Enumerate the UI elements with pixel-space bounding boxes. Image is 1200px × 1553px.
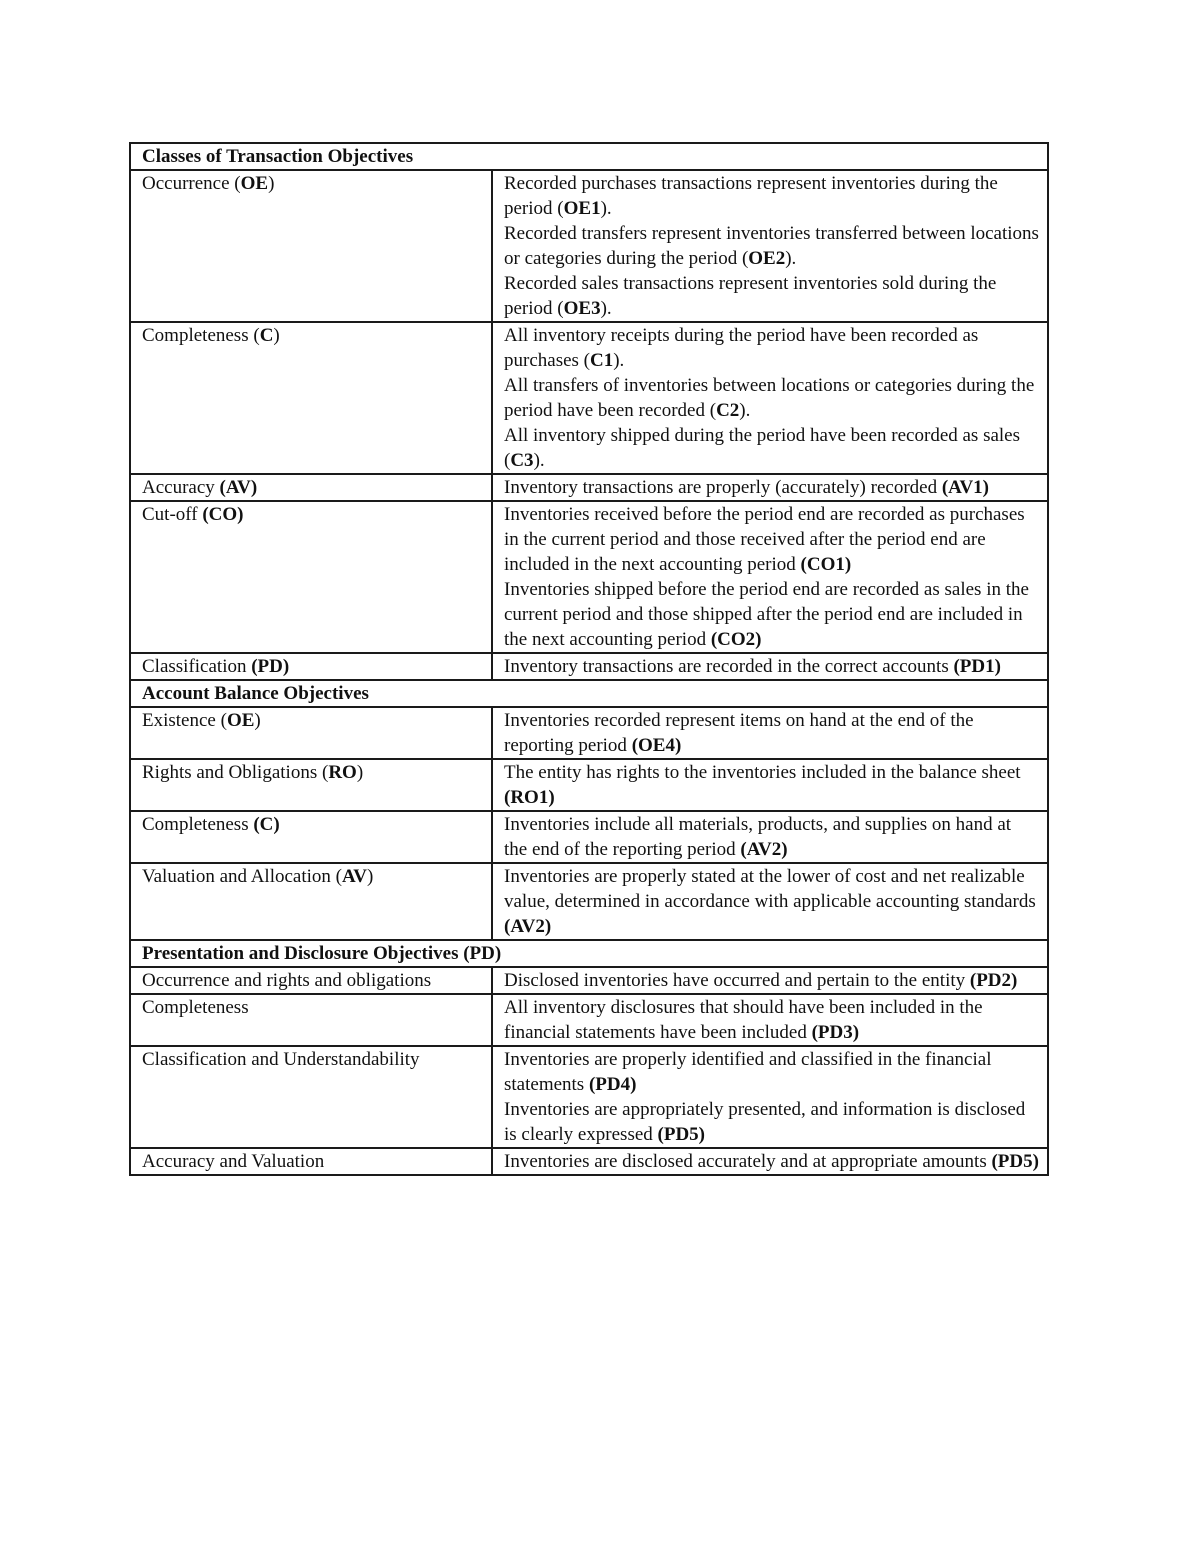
table-row: [130, 1046, 1048, 1148]
assertion-code: (C): [253, 325, 280, 346]
table-row: [130, 653, 1048, 680]
assertion-label: Completeness: [142, 325, 249, 346]
assertion-code: (AV): [335, 866, 374, 887]
objective-statement: All inventory shipped during the period have been recorded as sales (C3).: [504, 425, 1021, 471]
objective-statement: Disclosed inventories have occurred and pertain to the entity (PD2): [504, 970, 1018, 991]
objective-code: C2: [716, 400, 740, 421]
objective-statements-cell: [492, 322, 1048, 474]
assertion-label: Existence: [142, 710, 216, 731]
table-row: [130, 759, 1048, 811]
objective-statement: All inventory disclosures that should have been included in the financial statements have been included (PD3): [504, 997, 983, 1043]
assertion-label: Accuracy: [142, 477, 215, 498]
objective-statement: Recorded sales transactions represent inventories sold during the period (OE3).: [504, 273, 997, 319]
objective-code: (CO2): [710, 629, 762, 650]
assertion-label-cell: [130, 759, 492, 811]
assertion-label: Accuracy and Valuation: [142, 1151, 325, 1172]
assertion-label: Occurrence and rights and obligations: [142, 970, 432, 991]
objective-statement: Inventories are properly stated at the lower of cost and net realizable value, determined in accordance with applicable accounting standards (AV2): [504, 866, 1036, 937]
assertion-code-letters: OE: [240, 173, 269, 194]
assertion-label-cell: [130, 1148, 492, 1175]
objective-statements-cell: [492, 994, 1048, 1046]
assertion-code-letters: AV: [341, 866, 367, 887]
assertion-label: Rights and Obligations: [142, 762, 318, 783]
objective-statements-cell: [492, 1148, 1048, 1175]
objective-code: (CO1): [800, 554, 852, 575]
assertion-label: Classification and Understandability: [142, 1049, 420, 1070]
assertion-label-cell: [130, 863, 492, 940]
assertion-code: (OE): [234, 173, 275, 194]
assertion-label-cell: [130, 322, 492, 474]
objective-statements-cell: [492, 967, 1048, 994]
objective-code: C3: [510, 450, 534, 471]
assertion-label-cell: [130, 474, 492, 501]
assertion-label: Completeness: [142, 997, 249, 1018]
objective-statement: The entity has rights to the inventories included in the balance sheet (RO1): [504, 762, 1021, 808]
objective-code: (AV2): [740, 839, 788, 860]
objective-code: (PD5): [657, 1124, 706, 1145]
assertion-code: (PD): [251, 656, 290, 677]
objective-statements-cell: [492, 759, 1048, 811]
table-body: [130, 143, 1048, 1175]
objective-code: (PD4): [588, 1074, 637, 1095]
assertion-label-cell: [130, 501, 492, 653]
objective-statement: Inventories include all materials, products, and supplies on hand at the end of the reporting period (AV2): [504, 814, 1012, 860]
objective-statement: All inventory receipts during the period have been recorded as purchases (C1).: [504, 325, 979, 371]
objective-code: (RO1): [504, 787, 555, 808]
table-row: [130, 967, 1048, 994]
objective-statement: Inventories are appropriately presented, and information is disclosed is clearly expressed (PD5): [504, 1099, 1026, 1145]
objective-code: OE3: [563, 298, 601, 319]
section-header-row: [130, 940, 1048, 967]
assertion-code-letters: C: [259, 325, 274, 346]
assertion-code: (RO): [321, 762, 364, 783]
table-row: [130, 811, 1048, 863]
objective-code: OE1: [563, 198, 601, 219]
assertion-label: Cut-off: [142, 504, 198, 525]
objective-statements-cell: [492, 707, 1048, 759]
section-header-row: [130, 143, 1048, 170]
table-row: [130, 170, 1048, 322]
objective-code: (AV1): [941, 477, 989, 498]
table-row: [130, 863, 1048, 940]
assertion-label-cell: [130, 1046, 492, 1148]
section-title: Classes of Transaction Objectives: [130, 143, 1048, 170]
objective-statements-cell: [492, 501, 1048, 653]
objective-statement: Inventories are properly identified and classified in the financial statements (PD4): [504, 1049, 992, 1095]
objective-statement: Recorded purchases transactions represent inventories during the period (OE1).: [504, 173, 998, 219]
section-header-row: [130, 680, 1048, 707]
assertion-code: (CO): [202, 504, 244, 525]
objective-statement: Inventories recorded represent items on hand at the end of the reporting period (OE4): [504, 710, 974, 756]
objective-statement: All transfers of inventories between locations or categories during the period have been recorded (C2).: [504, 375, 1035, 421]
audit-objectives-table: [129, 142, 1049, 1176]
assertion-code: (AV): [219, 477, 258, 498]
objective-statements-cell: [492, 811, 1048, 863]
objective-code: C1: [590, 350, 614, 371]
assertion-label: Occurrence: [142, 173, 230, 194]
assertion-label: Classification: [142, 656, 247, 677]
assertion-label-cell: [130, 653, 492, 680]
assertion-code: (OE): [220, 710, 261, 731]
objective-statement: Recorded transfers represent inventories transferred between locations or categories during the period (OE2).: [504, 223, 1039, 269]
objective-statement: Inventory transactions are recorded in the correct accounts (PD1): [504, 656, 1001, 677]
table-row: [130, 1148, 1048, 1175]
objective-code: (AV2): [504, 916, 552, 937]
objective-statements-cell: [492, 474, 1048, 501]
objective-statement: Inventories are disclosed accurately and at appropriate amounts (PD5): [504, 1151, 1039, 1172]
objective-code: (OE4): [631, 735, 682, 756]
section-title: Presentation and Disclosure Objectives (PD): [130, 940, 1048, 967]
objective-code: (PD5): [991, 1151, 1039, 1172]
assertion-label-cell: [130, 967, 492, 994]
objective-code: OE2: [748, 248, 786, 269]
objective-statement: Inventories shipped before the period end are recorded as sales in the current period and those shipped after the period end are included in the next accounting period (CO2): [504, 579, 1029, 650]
table-row: [130, 322, 1048, 474]
assertion-label: Valuation and Allocation: [142, 866, 331, 887]
assertion-label-cell: [130, 170, 492, 322]
table-row: [130, 501, 1048, 653]
objective-code: (PD1): [953, 656, 1001, 677]
table-row: [130, 474, 1048, 501]
objective-code: (PD2): [969, 970, 1018, 991]
assertion-code-letters: RO: [328, 762, 357, 783]
objective-statements-cell: [492, 170, 1048, 322]
assertion-code: (C): [253, 814, 280, 835]
objective-statements-cell: [492, 863, 1048, 940]
section-title: Account Balance Objectives: [130, 680, 1048, 707]
objective-statement: Inventory transactions are properly (accurately) recorded (AV1): [504, 477, 989, 498]
assertion-label: Completeness: [142, 814, 249, 835]
table-row: [130, 707, 1048, 759]
objective-statement: Inventories received before the period end are recorded as purchases in the current period and those received after the period end are included in the next accounting period (CO1): [504, 504, 1025, 575]
objective-code: (PD3): [811, 1022, 860, 1043]
assertion-label-cell: [130, 994, 492, 1046]
assertion-code-letters: OE: [226, 710, 255, 731]
objective-statements-cell: [492, 1046, 1048, 1148]
assertion-label-cell: [130, 811, 492, 863]
table-row: [130, 994, 1048, 1046]
assertion-label-cell: [130, 707, 492, 759]
objective-statements-cell: [492, 653, 1048, 680]
